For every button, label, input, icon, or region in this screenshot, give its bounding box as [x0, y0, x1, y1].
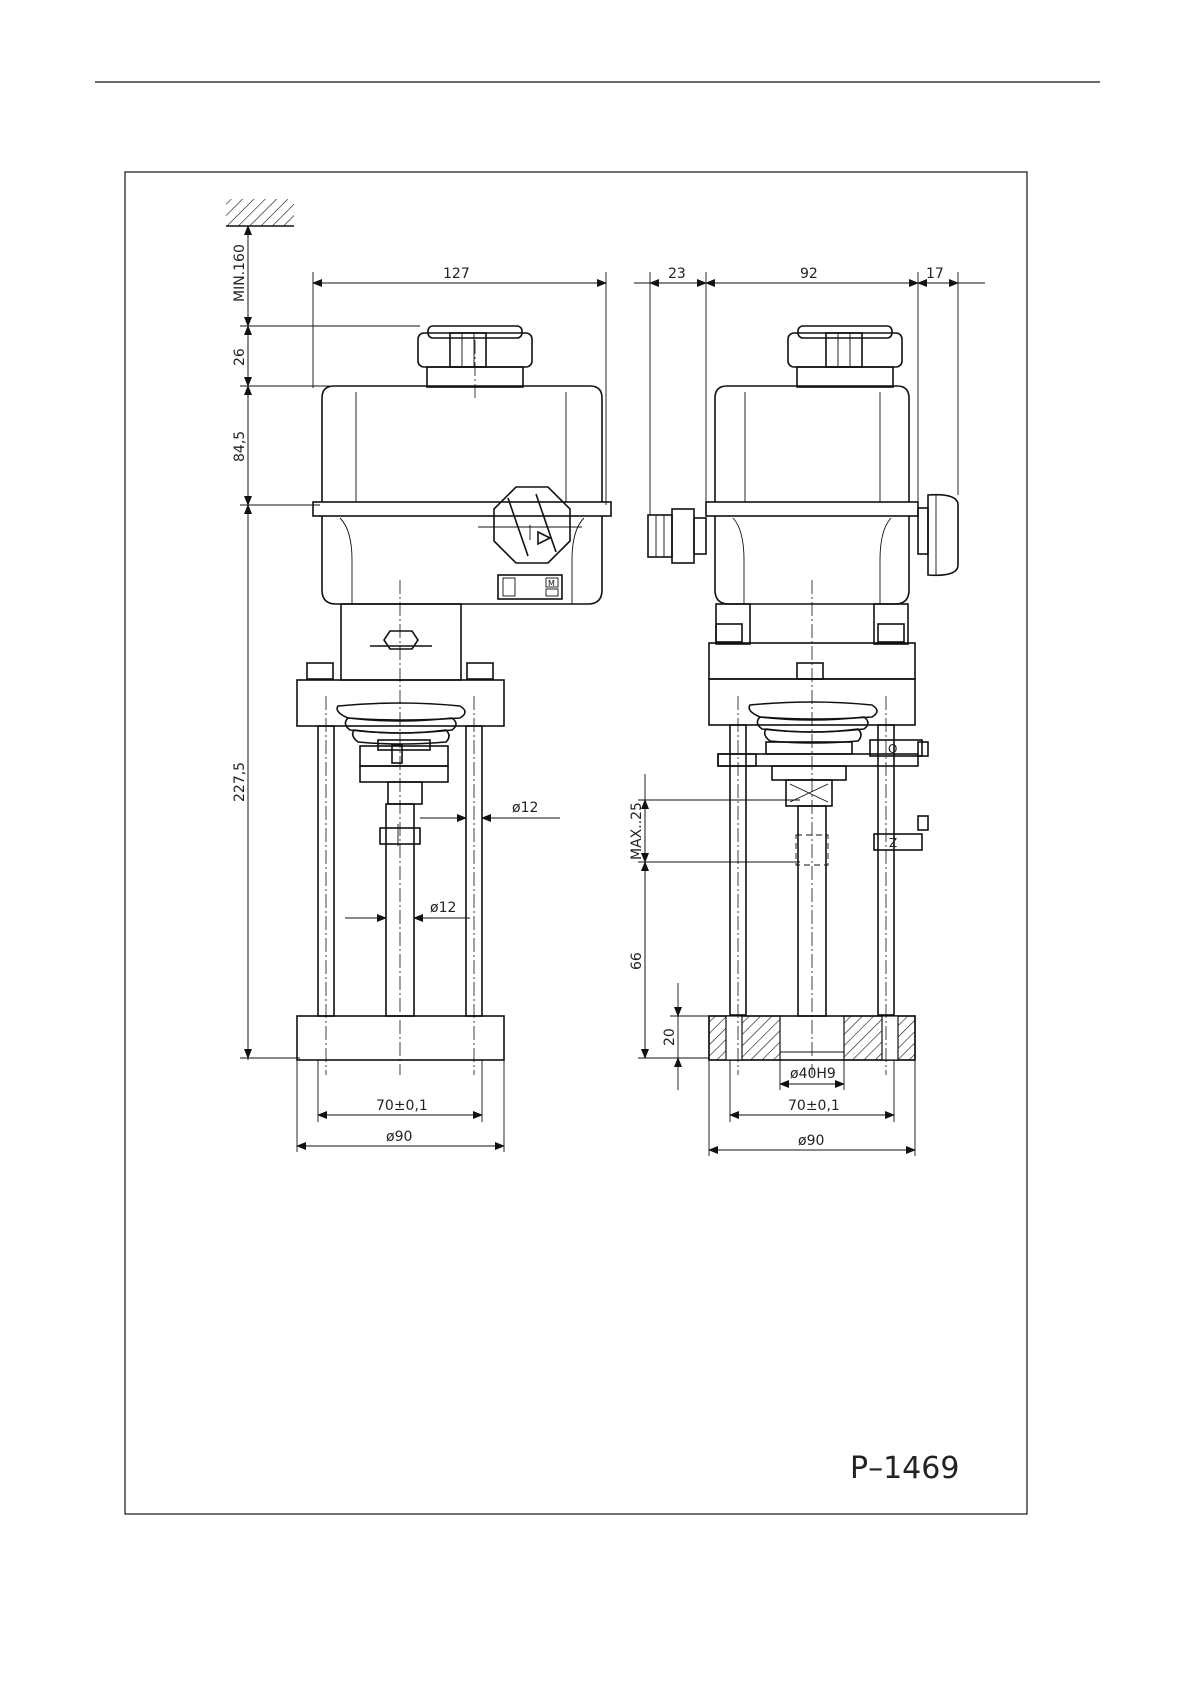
position-mark-closed: Z	[889, 836, 898, 850]
dim-cover-height: 84,5	[232, 430, 248, 462]
dim-side-knob: 17	[926, 266, 944, 282]
dim-side-offset: 23	[668, 266, 686, 282]
dim-side-width: 92	[800, 266, 818, 282]
dim-base-thickness: 20	[662, 1028, 678, 1046]
dim-bolt-spacing-front: 70±0,1	[376, 1098, 428, 1114]
dim-bore-fit: ø40H9	[790, 1066, 836, 1082]
dim-knob-height: 26	[232, 348, 248, 366]
drawing-code: P–1469	[850, 1451, 960, 1486]
dim-stem-dia: ø12	[430, 900, 457, 916]
dim-flange-dia-front: ø90	[386, 1129, 413, 1145]
dim-max-stroke: MAX..25	[629, 802, 645, 860]
dim-pillar-dia: ø12	[512, 800, 539, 816]
ceiling-hatch	[226, 199, 294, 226]
front-view	[297, 326, 611, 1075]
dimension-labels	[232, 244, 944, 1149]
dim-flange-dia-side: ø90	[798, 1133, 825, 1149]
side-view	[648, 326, 958, 1075]
position-mark-open: O	[888, 742, 898, 756]
dim-stroke-base: 66	[629, 952, 645, 970]
nameplate-mode-letter: M	[548, 579, 555, 588]
dim-min-clearance: MIN.160	[232, 244, 248, 302]
dim-body-height: 227,5	[232, 761, 248, 802]
dim-front-width: 127	[443, 266, 470, 282]
dim-bolt-spacing-side: 70±0,1	[788, 1098, 840, 1114]
